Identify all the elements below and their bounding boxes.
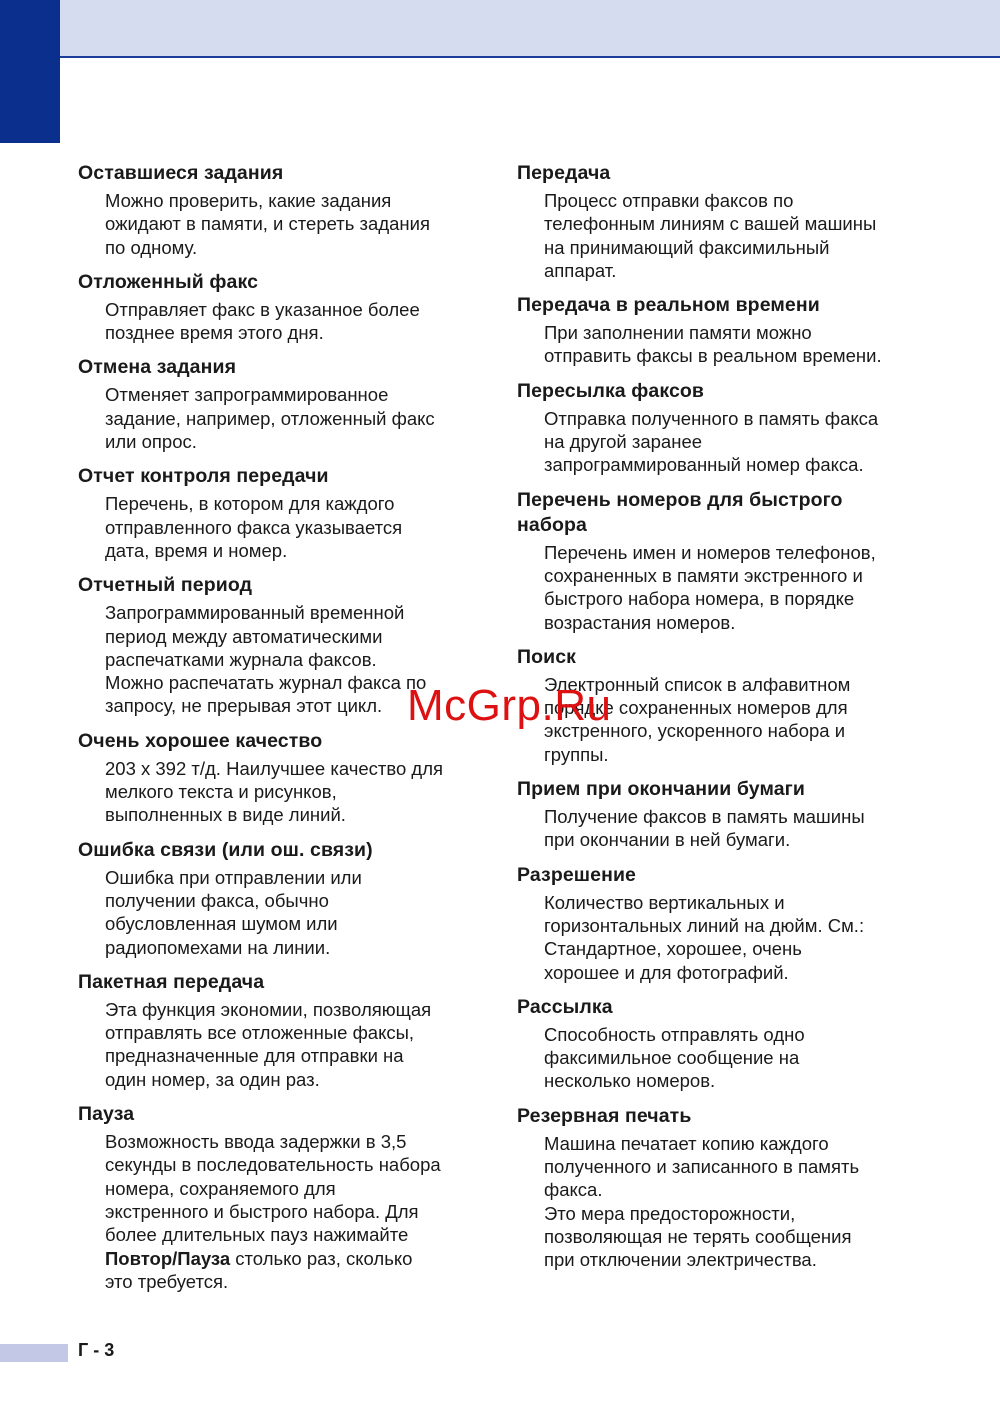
glossary-entry (78, 728, 478, 827)
glossary-term: Пакетная передача (78, 970, 265, 993)
glossary-entry (78, 354, 478, 453)
footer-accent-bar (0, 1344, 68, 1362)
page-number: Г - 3 (78, 1340, 115, 1360)
glossary-entry (78, 837, 478, 959)
corner-tab-block (0, 0, 60, 143)
glossary-term: Пауза (78, 1103, 135, 1126)
glossary-entry (517, 1103, 917, 1272)
glossary-definition (105, 1130, 478, 1293)
glossary-term: Поиск (517, 645, 577, 668)
glossary-definition: Перечень, в котором для каждого отправленного факса указывается дата, время и номер. (105, 493, 403, 561)
glossary-term: Пересылка факсов (517, 379, 705, 402)
glossary-definition: Процесс отправки факсов по телефонным линиям с вашей машины на принимающий факсимильный аппарат. (544, 190, 877, 281)
header-band (0, 0, 1000, 58)
glossary-definition: Отправляет факс в указанное более позднее время этого дня. (105, 298, 420, 344)
glossary-entry (78, 160, 478, 259)
glossary-definition: Отменяет запрограммированное задание, например, отложенный факс или опрос. (105, 384, 435, 453)
glossary-entry (78, 463, 478, 562)
glossary-definition: Эта функция экономии, позволяющая отправлять все отложенные факсы, предназначенные для отправки на один номер, за один раз. (105, 998, 432, 1090)
glossary-term: Отложенный факс (78, 270, 259, 293)
glossary-entry (78, 269, 478, 345)
glossary-entry (517, 776, 917, 852)
definition-text: столько раз, сколько это требуется. (105, 1247, 413, 1292)
glossary-definition: Машина печатает копию каждого полученного и записанного в память факса. Это мера предосторожности, позволяющая не терять сообщения при отключении электричества. (544, 1132, 860, 1271)
glossary-term: Перечень номеров для быстрого набора (517, 488, 843, 536)
redial-pause-key-label: Повтор/Пауза (105, 1247, 231, 1269)
glossary-entry (78, 1101, 478, 1293)
glossary-entry (517, 994, 917, 1093)
glossary-entry (517, 160, 917, 282)
glossary-term: Отмена задания (78, 356, 237, 379)
glossary-definition: Перечень имен и номеров телефонов, сохраненных в памяти экстренного и быстрого набора номера, в порядке возрастания номеров. (544, 541, 876, 633)
glossary-term: Очень хорошее качество (78, 729, 323, 752)
glossary-term: Отчетный период (78, 574, 253, 597)
glossary-definition: Можно проверить, какие задания ожидают в памяти, и стереть задания по одному. (105, 190, 430, 258)
glossary-definition: 203 x 392 т/д. Наилучшее качество для мелкого текста и рисунков, выполненных в виде линий. (105, 757, 444, 826)
glossary-term: Передача (517, 162, 611, 184)
glossary-entry (517, 862, 917, 984)
glossary-entry (517, 292, 917, 368)
definition-text: Возможность ввода задержки в 3,5 секунды в последовательность набора номера, сохраняемого для экстренного и быстрого набора. Для более длительных пауз нажимайте (105, 1131, 441, 1246)
glossary-term: Ошибка связи (или ош. связи) (78, 838, 373, 861)
glossary-definition: Запрограммированный временной период между автоматическими распечатками журнала факсов. Можно распечатать журнал факса по запросу, не прерывая этот цикл. (105, 602, 427, 717)
glossary-term: Прием при окончании бумаги (517, 778, 805, 801)
glossary-definition: Получение факсов в память машины при окончании в ней бумаги. (544, 806, 865, 851)
glossary-entry (517, 378, 917, 477)
glossary-term: Разрешение (517, 863, 636, 886)
glossary-term: Передача в реальном времени (517, 294, 820, 317)
glossary-definition: Способность отправлять одно факсимильное сообщение на несколько номеров. (544, 1023, 805, 1092)
glossary-term: Отчет контроля передачи (78, 465, 329, 488)
glossary-definition: Ошибка при отправлении или получении факса, обычно обусловленная шумом или радиопомехами на линии. (105, 866, 362, 958)
glossary-entry (517, 487, 917, 634)
glossary-term: Резервная печать (517, 1104, 692, 1127)
glossary-term: Оставшиеся задания (78, 162, 284, 184)
glossary-definition: Электронный список в алфавитном порядке сохраненных номеров для экстренного, ускоренного набора и группы. (544, 673, 851, 765)
glossary-left-column (78, 160, 478, 1303)
glossary-definition: При заполнении памяти можно отправить факсы в реальном времени. (544, 322, 882, 367)
glossary-definition: Отправка полученного в память факса на другой заранее запрограммированный номер факса. (544, 407, 879, 476)
glossary-definition: Количество вертикальных и горизонтальных линий на дюйм. См.: Стандартное, хорошее, очень хорошее и для фотографий. (544, 891, 865, 983)
watermark-text: McGrp.Ru (407, 681, 612, 730)
glossary-term: Рассылка (517, 995, 613, 1018)
glossary-entry (78, 969, 478, 1091)
